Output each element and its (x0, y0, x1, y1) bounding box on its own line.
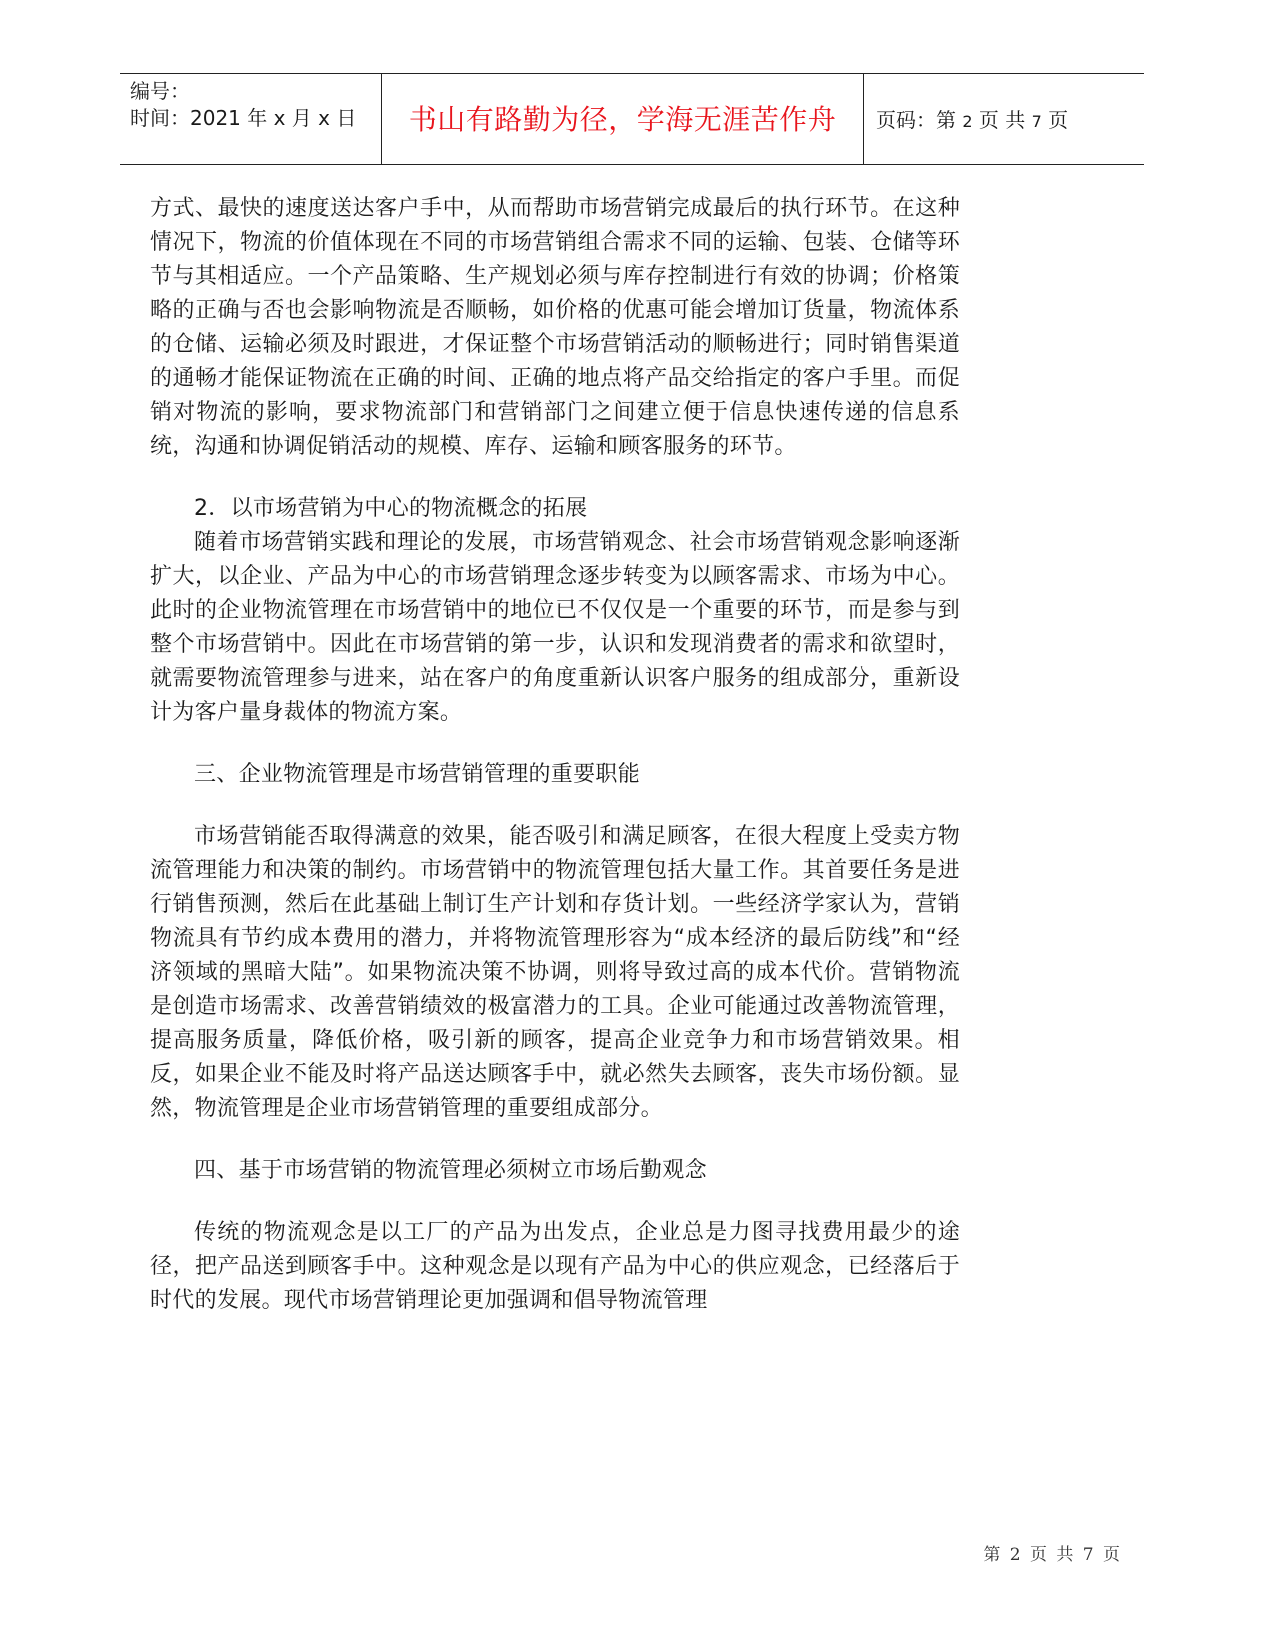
paragraph-1: 方式、最快的速度送达客户手中，从而帮助市场营销完成最后的执行环节。在这种情况下，物流的价值体现在不同的市场营销组合需求不同的运输、包装、仓储等环节与其相适应。一个产品策略、生产规划必须与库存控制进行有效的协调；价格策略的正确与否也会影响物流是否顺畅，如价格的优惠可能会增加订货量，物流体系的仓储、运输必须及时跟进，才保证整个市场营销活动的顺畅进行；同时销售渠道的通畅才能保证物流在正确的时间、正确的地点将产品交给指定的客户手里。而促销对物流的影响，要求物流部门和营销部门之间建立便于信息快速传递的信息系统，沟通和协调促销活动的规模、库存、运输和顾客服务的环节。 (150, 196, 960, 459)
motto-text: 书山有路勤为径，学海无涯苦作舟 (408, 103, 837, 136)
paragraph-3: 市场营销能否取得满意的效果，能否吸引和满足顾客，在很大程度上受卖方物流管理能力和决策的制约。市场营销中的物流管理包括大量工作。其首要任务是进行销售预测，然后在此基础上制订生产计划和存货计划。一些经济学家认为，营销物流具有节约成本费用的潜力，并将物流管理形容为“成本经济的最后防线”和“经济领域的黑暗大陆”。如果物流决策不协调，则将导致过高的成本代价。营销物流是创造市场需求、改善营销绩效的极富潜力的工具。企业可能通过改善物流管理，提高服务质量，降低价格，吸引新的顾客，提高企业竞争力和市场营销效果。相反，如果企业不能及时将产品送达顾客手中，就必然失去顾客，丧失市场份额。显然，物流管理是企业市场营销管理的重要组成部分。 (150, 824, 960, 1121)
page-prefix: 页码：第 (876, 108, 956, 132)
page-number-label (876, 108, 1068, 134)
document-header (120, 73, 1144, 165)
document-body (150, 192, 960, 1318)
time-label: 时间：2021 年 x 月 x 日 (130, 106, 357, 130)
header-page-cell (864, 74, 1144, 164)
header-meta-cell (120, 74, 382, 164)
section-heading-4: 四、基于市场营销的物流管理必须树立市场后勤观念 (194, 1158, 707, 1183)
page-current: 2 (962, 112, 973, 131)
section-heading-3: 三、企业物流管理是市场营销管理的重要职能 (194, 762, 641, 787)
page-suffix: 页 (1048, 108, 1069, 132)
paragraph-2: 随着市场营销实践和理论的发展，市场营销观念、社会市场营销观念影响逐渐扩大，以企业、产品为中心的市场营销理念逐步转变为以顾客需求、市场为中心。此时的企业物流管理在市场营销中的地位已不仅仅是一个重要的环节，而是参与到整个市场营销中。因此在市场营销的第一步，认识和发现消费者的需求和欲望时，就需要物流管理参与进来，站在客户的角度重新认识客户服务的组成部分，重新设计为客户量身裁体的物流方案。 (150, 530, 960, 725)
serial-label: 编号： (130, 79, 190, 103)
paragraph-4: 传统的物流观念是以工厂的产品为出发点，企业总是力图寻找费用最少的途径，把产品送到顾客手中。这种观念是以现有产品为中心的供应观念，已经落后于时代的发展。现代市场营销理论更加强调和倡导物流管理 (150, 1220, 960, 1313)
page-mid: 页 共 (978, 108, 1026, 132)
header-motto-cell (382, 74, 864, 164)
page-footer: 第 2 页 共 7 页 (983, 1545, 1122, 1565)
section-heading-2: 2．以市场营销为中心的物流概念的拓展 (194, 496, 588, 521)
page-total: 7 (1031, 112, 1042, 131)
